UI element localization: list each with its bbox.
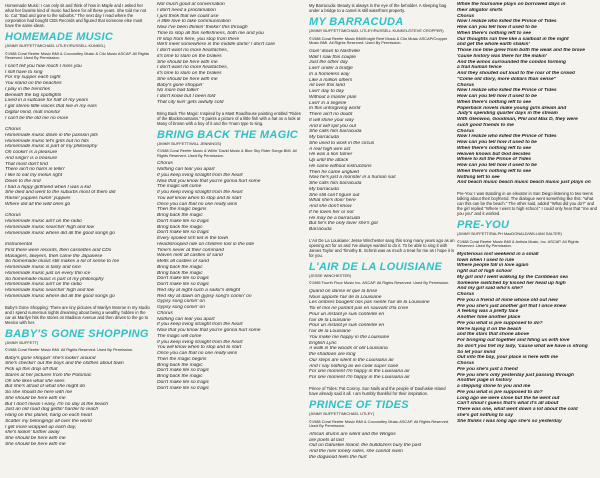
song-title-prince-of-tides: PRINCE OF TIDES	[309, 398, 409, 411]
lyric-line: Now he's just a monster in a human suit	[309, 175, 396, 181]
lyric-line: Judy's spending quarter days in the stream	[457, 111, 558, 117]
lyric-line: I had a hippy girlfriend when I was a kid	[5, 184, 91, 190]
lyric-line: Homemade music just on every thin ice	[5, 270, 91, 276]
lyric-line: I get more wrapped up each day,	[5, 424, 77, 430]
lyric-line: Nothing left to see	[457, 174, 500, 180]
lyric-line: Pre you a friend of mine whose old out new	[457, 297, 558, 303]
song-credit: (JIMMY BUFFETT)	[5, 339, 39, 345]
song-title-lair-de-la-louisiane: L'AIR DE LA LOUISIANE	[309, 260, 443, 273]
lyric-line: Down to the rind	[5, 178, 41, 184]
lyric-line: I don't need a proclamation	[157, 7, 216, 13]
lyric-line: Time to stop all this selfishness, both me and you	[157, 30, 264, 36]
lyric-line: Les ombres bougent nos pas siente l'air de la Louisiane	[309, 300, 430, 306]
song-publishing: ©1985 Fourth Floor Music Inc. ASCAP. All Rights Reserved. Used By Permission.	[309, 280, 450, 286]
lyric-line: Homemade music where did all the good songs go	[5, 230, 115, 236]
song-credit: (JIMMY BUFFETT/WILL JENNINGS)	[157, 140, 221, 146]
lyric-line: Toi et moi ne parlant pas en sauvant d'la crise	[309, 306, 409, 312]
lyric-line: "Come old story, more dollars than sense"	[457, 76, 557, 82]
lyrics-prince-of-tides	[309, 432, 455, 461]
lyric-line: Instrumental	[5, 242, 32, 248]
lyric-line: When there's nothing left to see	[457, 145, 531, 151]
lyric-line: Beneath the big spotlights	[5, 92, 62, 98]
lyric-line: Now that you know that you're gonna hurt some	[157, 178, 261, 184]
lyric-line: Livin' day to day	[309, 89, 344, 95]
lyric-line: When there's nothing left to see	[457, 99, 531, 105]
song-title-babys-gone-shopping: BABY'S GONE SHOPPING	[5, 327, 149, 340]
lyric-line: I like to eat my melon right	[5, 173, 63, 179]
lyric-line: She should be here with me	[157, 76, 218, 82]
song-publishing: ©1988 Coral Reefer Music BMI & Coconutley Music & Cilo Music ASCAP. All Rights Reserved. Used By Permission.	[5, 50, 149, 61]
song-credit: (JESSE WINCHESTER)	[309, 272, 352, 278]
lyric-line: There was one, what went down a lot about the cold	[457, 407, 578, 413]
lyric-line: Homemade music is part of my philosophy	[5, 144, 98, 150]
lyric-line: A little love to take communication	[157, 19, 231, 25]
lyrics-lair-de-la-louisiane	[309, 289, 455, 381]
lyric-line: Now that you know that you're gonna hurt some	[157, 328, 261, 334]
lyric-line: A feeling was a pretty face	[457, 309, 519, 315]
lyric-line: Bring back the magic	[157, 224, 203, 230]
lyric-line: Managers, lawyers, then came the Japanese	[5, 253, 103, 259]
song-credit: (JIMMY BUFFETT/MICHAEL UTLEY/RUSSELL KUNKEL/STEVE CROPPER)	[309, 28, 444, 33]
lyric-line: Not much good at conversation	[157, 2, 225, 7]
lyric-line: Hang on this planet, hang on each heart	[5, 413, 93, 419]
lyric-line: Someone switched by kissed her head up high	[457, 280, 566, 286]
lyric-line: And it will spit you out	[309, 123, 357, 129]
lyric-line: She used to work in the circus	[309, 140, 375, 146]
lyric-line: Now I realize who killed the Prince of Tides	[457, 134, 557, 140]
lyric-line: She calls him barracuda	[309, 129, 362, 135]
song-publishing: ©1988 Coral Reefer Music & Willin' David Music & Blue Sky Rider Songs BMI. All Rights Reserved. Used By Permission.	[157, 148, 297, 158]
lyrics-prince-of-tides-cont	[457, 2, 597, 186]
lyric-line: Bring back the magic	[157, 270, 203, 276]
lyric-line: Heaven knows but God decides	[457, 151, 531, 157]
lyric-line: Our thoughts run free like a sailboat in the night	[457, 36, 569, 42]
lyrics-column-4	[457, 2, 597, 474]
song-note-lair-de-la-louisiane: L'Air De La Louisiane: Jesse Winchester sang this song many years ago as an opening act for us and I've always wanted to do it. To be able to sing it with James Taylor and Timothy B. Schmit was as much a treat for me as I hope it is for you.	[309, 237, 455, 258]
lyric-line: With Glenwoo, Goodman, Phil and Max D, they were	[457, 117, 578, 122]
lyric-line: He may be a barracuda	[309, 215, 361, 221]
lyric-line: For my supper each night	[5, 75, 61, 81]
lyric-line: Where to kill the Prince of Tides	[457, 157, 532, 163]
lyric-line: And the winos surrounded the condos forming	[457, 59, 566, 65]
song-title-homemade-music: HOMEMADE MUSIC	[5, 31, 114, 43]
lyric-line: In a homeless way	[309, 71, 350, 77]
lyric-line: She's checkin' out the boys and the clothes about town	[5, 361, 124, 367]
lyric-line: So homemade music still makes a lot of sense to me	[5, 259, 120, 265]
song-note-homemade-music: Homemade Music: I can only sit and think of how in Maple and I asked her what her favorite kind of music had been for all these years. She told me not to. Cut "Bad and gone to the suburbs." The next day I read where the corporation had bought CBS Records and figured that someone else must have the same ideas.	[5, 3, 147, 28]
lyric-line: And my girl said who's she?	[457, 286, 523, 292]
lyric-line: Without a master plan	[309, 94, 357, 100]
lyric-line: What she's doin' here	[309, 198, 356, 204]
lyric-line: Chorus	[157, 310, 173, 316]
lyric-line: All over this land	[309, 83, 345, 89]
lyric-line: I still have to sing	[5, 69, 43, 75]
lyric-line: Chorus	[157, 161, 173, 167]
lyric-line: She should be here with me	[157, 59, 218, 65]
lyric-line: If you keep living straight from the heart	[157, 339, 243, 345]
lyric-line: Headstrooped ride on children lost in the tide	[157, 241, 255, 247]
lyric-line: Don't make life so tragic	[157, 276, 210, 282]
lyric-line: I got stereo little voices that live in my ears	[5, 104, 97, 110]
lyric-line: Once you can that no one really wins	[157, 201, 238, 207]
lyric-line: Digital mind, mult monitor	[5, 109, 61, 115]
lyric-line: African drums are silent and the Wingos	[309, 431, 396, 437]
lyric-line: the dogwood feels the hurt	[309, 454, 367, 460]
lyrics-babys-gone-shopping-cont	[157, 2, 303, 106]
song-title-pre-you: PRE-YOU	[457, 219, 510, 231]
lyrics-column-3	[309, 2, 455, 474]
lyric-line: And the river lonely sides, she cannot swim	[309, 449, 403, 454]
lyric-line: In this unforgiving world	[309, 106, 361, 112]
lyric-line: Out on Dafuskie Island, the bulldozers bury the past	[309, 443, 422, 449]
lyric-line: Another time another place	[457, 315, 521, 321]
lyric-line: And singin' is a treasure	[5, 155, 58, 161]
lyric-line: Pick up this drop off that	[5, 367, 58, 373]
lyric-line: First there were records, then cassettes and CDs	[5, 247, 112, 253]
lyric-line: She calls him barracuda	[309, 181, 362, 187]
lyric-line: Chorus	[5, 127, 21, 133]
lyric-line: I don't know but I been told	[157, 94, 216, 99]
lyric-line: Homemade music where did all the good songs go	[5, 293, 115, 299]
lyric-line: Waves melt all castles of sand	[157, 253, 223, 259]
lyric-line: Gypsy song comin' on	[157, 299, 205, 305]
lyric-line: I'll stop from here, you stop from there	[157, 36, 240, 42]
song-credit: (JIMMY BUFFETT/RALPH MacDONALD/WILLIAM SALTER)	[457, 231, 562, 236]
lyric-line: Nothing can tear you apart	[157, 316, 215, 322]
lyric-line: Don't make life so tragic	[157, 230, 210, 236]
lyric-line: No more bad talkin'	[157, 88, 199, 94]
lyric-line: Pour un instant je suis contente en	[309, 311, 385, 317]
lyric-line: How can you tell how it used to be	[457, 94, 537, 99]
lyric-line: We're laying it on the beach	[457, 326, 522, 332]
lyric-line: My girl and I went walking by the Caribbean sea	[457, 274, 568, 280]
lyric-line: Can't shout I guess that's what it's all about	[457, 401, 559, 407]
lyric-line: it's time to slam on the brakes	[157, 53, 222, 59]
lyric-line: the shadows are long	[309, 352, 356, 358]
lyric-line: How can you tell how it used to be	[457, 163, 537, 168]
song-credit: (JIMMY BUFFETT/MICHAEL UTLEY)	[309, 410, 375, 416]
lyric-line: 'cause history was there for the makin'	[457, 53, 547, 59]
lyric-line: Homemade music ain't on the radio	[5, 219, 82, 225]
lyric-line: If he loves her or not	[309, 209, 354, 215]
lyric-line: Time's never at their command	[157, 247, 224, 253]
lyric-line: Those rice time grew from both the weak and the brave	[457, 48, 586, 53]
lyric-line: it's time to slam on the brakes	[157, 71, 222, 76]
lyric-line: Red sky at night such a sailor's delight	[157, 287, 241, 293]
lyric-line: Don't make life so tragic	[157, 385, 210, 391]
lyric-line: If you keep living straight from the heart	[157, 172, 243, 178]
lyric-line: right out of high school	[457, 269, 512, 275]
lyric-line: She died and went to the suburbs most of them did	[5, 190, 116, 196]
lyric-line: But he's the only lover she's got	[309, 221, 378, 227]
lyric-line: You make me happy in the Louisiane	[309, 334, 390, 340]
lyrics-column-1	[5, 2, 151, 474]
lyric-line: You will know when to stop and to start	[157, 195, 242, 201]
lyric-line: Now I realize who killed the Prince of Tides	[457, 19, 557, 25]
lyric-line: So homemade music is part of my philosophy	[5, 276, 104, 282]
lyric-line: Homemade music down in the passion pits	[5, 132, 98, 138]
lyric-line: Homemade music ain't on the radio	[5, 282, 82, 288]
lyric-line: l'air de la Louisiane	[309, 317, 351, 323]
lyric-line: But I don't mean I easy, I'm no day at the beach	[5, 401, 108, 407]
lyric-line: Paperback novels make young girls dream and	[457, 105, 567, 111]
lyric-line: She thinks I was long ago she's so yesterday	[457, 418, 562, 424]
lyric-line: She still can't figure out	[309, 192, 360, 198]
lyric-line: Bring back the magic	[157, 264, 203, 270]
lyric-line: Nothing can tear you apart	[157, 167, 215, 173]
lyric-line: Pre you what is pre supposed to do?	[457, 389, 543, 395]
lyric-line: I play in the trenches	[5, 86, 51, 92]
lyric-line: Baby's gone shoppin'	[157, 82, 204, 88]
song-title-my-barracuda: MY BARRACUDA	[309, 16, 404, 28]
lyrics-my-barracuda	[309, 49, 455, 233]
lyric-line: Another page in history	[457, 378, 512, 384]
lyric-line: Long ago we were close but the tie went out	[457, 395, 560, 401]
lyric-line: Oh she likes what she sees	[5, 378, 65, 384]
song-note-pre-you: Pre-You: I was standing in an elevator in San Diego listening to two teens talking about their boyfriend. The dialogue went something like this: "what can this can be the beach." The other said, added "What did you do?" and the girl replied "Where I went to high school." I could only hear that "me and you you" and it worked.	[457, 191, 597, 216]
lyric-line: Just the other day	[309, 60, 348, 66]
lyric-line: Pre you what is pre supposed to do?	[457, 320, 543, 326]
lyric-line: their alligator shirts	[457, 7, 503, 13]
lyric-line: We'll meet somewhere in the middle darlin' I don't care	[157, 42, 275, 48]
lyric-line: But she's afraid of what she might do	[5, 384, 86, 390]
lyric-line: Then the magic begins	[157, 356, 207, 362]
song-publishing: ©1988 Coral Reefer Music BMI. All Rights Reserved. Used By Permission.	[5, 347, 134, 353]
lyric-line: When there's nothing left to see	[457, 168, 531, 174]
lyric-line: The magic will come	[157, 184, 202, 190]
lyrics-homemade-music	[5, 64, 151, 300]
lyric-line: Gypsy song comin' on	[157, 305, 205, 311]
lyric-line: Don't make life so tragic	[157, 379, 210, 385]
lyric-line: Chorus	[457, 82, 475, 88]
song-publishing: ©1988 Coral Reefer Music BMI/Knight Reef Music & Cilo Music ASCAP/Cropper Music BMI. All Rights Reserved. Used By Permission.	[309, 35, 448, 46]
lyric-line: Every spoiled rich kid in the town	[157, 236, 229, 242]
lyric-line: she's lookin' further away	[5, 430, 60, 436]
lyric-line: So don't you fret my lady, 'cause what we have is strong	[457, 343, 588, 349]
lyric-line: Oh cookin' is a pleasure	[5, 150, 58, 156]
lyrics-column-2	[157, 2, 303, 474]
lyric-line: My barracuda	[309, 135, 339, 141]
lyric-line: Chorus	[5, 213, 21, 219]
lyric-line: Baby's gone shoppin' she's lookin' around	[5, 355, 96, 361]
lyric-line: Pour un instant je suis contente en	[309, 323, 385, 329]
song-credit: (JIMMY BUFFETT/MICHAEL UTLEY/RUSSELL KUNKEL)	[5, 43, 106, 48]
lyric-line: She should be here with me	[5, 436, 66, 442]
lyric-line: There ain't no doubt	[309, 112, 353, 118]
lyric-line: I don't want no more heartaches,	[157, 65, 229, 71]
lyric-line: Like a million others	[309, 77, 353, 83]
lyric-line: Homemade music searchin' high and low	[5, 224, 95, 230]
lyric-line: Now I've been thinkin' thinkin' this through	[157, 25, 248, 30]
lyric-line: Melts all castles of sand	[157, 259, 209, 265]
lyric-line: A real high wire act	[309, 146, 351, 152]
lyric-line: Homemade music is tasty and nice	[5, 265, 81, 271]
lyric-line: He was a lion tamer	[309, 152, 353, 158]
lyric-line: How can you tell how it used to be	[457, 140, 537, 145]
lyric-line: Don't make life so tragic	[157, 368, 210, 374]
lyric-line: Wall I saw this couple	[309, 54, 356, 60]
song-publishing: ©1988 Coral Reefer Music BMI & Coconutley Music ASCAP. All Rights Reserved. Used By Permission.	[309, 418, 450, 429]
lyric-line: If you keep living straight from the heart	[157, 190, 243, 196]
lyric-line: are poets at last	[309, 437, 344, 443]
lyric-line: I don't want no more heartaches,	[157, 48, 229, 53]
lyric-line: Nous apporte l'air de la Louisiane	[309, 294, 382, 300]
lyric-line: Mysterious lost weekend in a small	[457, 251, 539, 257]
lyric-line: Chorus	[457, 361, 475, 367]
lyric-line: Bring back the magic	[157, 362, 203, 368]
lyric-line: a stepping stone to you and me	[457, 384, 531, 390]
lyric-line: If you keep living straight from the heart	[157, 322, 243, 328]
lyric-line: And beach music beach music beach music just plays on	[457, 180, 591, 186]
lyric-line: How can you tell how it used to be	[457, 25, 537, 30]
lyric-line: Then the magic begins	[157, 207, 207, 213]
lyric-line: Raisin' yuppies hurtin' yuppies	[5, 196, 71, 202]
lyric-line: And she don't know	[309, 204, 352, 210]
lyric-line: Chorus	[457, 13, 475, 19]
lyric-line: Lived in a suitcase for half of my years	[5, 98, 89, 104]
lyric-line: Now I realize who killed the Prince of Tides	[457, 88, 557, 94]
lyric-line: For one moment I'm happy in the Louisiana air	[309, 369, 410, 375]
lyric-line: She should be here with me	[5, 441, 66, 447]
lyric-line: Scatter my belongings all over the world	[5, 418, 92, 424]
lyric-line: a trail human fence	[457, 65, 502, 71]
song-publishing: ©1988 Coral Reefer Music BMI & Antisia Music, Inc. ASCAP. All Rights Reserved. Used By Permission.	[457, 238, 579, 249]
lyric-line: such good friends to me	[457, 122, 514, 128]
lyric-line: It will shine your way	[309, 117, 354, 123]
lyric-line: I can't tell you how much I miss you	[5, 63, 82, 69]
song-title-bring-back-the-magic: BRING BACK THE MAGIC	[157, 128, 299, 141]
lyric-line: Pre you she's just a friend	[457, 366, 518, 372]
lyric-line: She should be here with me	[5, 395, 66, 401]
lyric-line: And they shouted out loud to the roar of the crowd	[457, 71, 575, 76]
lyric-line: Goin' down to Nashville	[309, 48, 360, 54]
lyric-line: Stares at her pictures from the Potomac	[5, 372, 92, 378]
lyric-line: Once you can that no one really wins	[157, 351, 238, 357]
lyric-line: Barracuda	[309, 227, 332, 233]
song-note-babys-gone-shopping: Baby's Gone Shopping: There are tiny pictures of Marilyn Monroe in my studio and I spend numerous nights dreaming about being a wealthy, hidden in the car as Marilyn hits the stores on Madison Avenue and then drives to the go to Mexico with her.	[5, 304, 150, 325]
lyric-line: and the stars that shone above	[457, 332, 530, 338]
lyric-line: Red sky at dawn oh gypsy song's comin' on	[157, 293, 252, 299]
lyric-line: Our steps are silent in the Louisiana air	[309, 357, 394, 363]
lyric-line: I can't be the old me no more	[5, 115, 69, 121]
lyric-line: Don't make life so tragic	[157, 218, 210, 224]
lyric-line: Where did all the wild ones go	[5, 201, 71, 207]
song-note-prince-of-tides: Prince of Tides: Pat Conroy. Sun Nails and the people of Daufuskie Island have already said it all. I am humbly thankful for their inspiration.	[309, 385, 446, 396]
lyric-line: That most don't find	[5, 161, 48, 167]
lyric-line: Livin' in a lingerie	[309, 100, 347, 106]
lyric-line: she's got nothing to say	[457, 412, 514, 418]
lyric-line: Then he came unglued	[309, 169, 360, 175]
lyric-line: I just think that we could use	[157, 13, 219, 19]
lyric-line: Don't make life so tragic	[157, 282, 210, 288]
lyric-line: Quand on danse et que la brise	[309, 288, 378, 294]
lyric-line: Livin' under a bridge	[309, 66, 353, 72]
lyric-line: Homemade music let's grits but no hits	[5, 138, 89, 144]
song-note-bring-back-the-magic: Bring Back The Magic: Inspired by a Mast Roadhouse painting entitled "Rides of the Blackmountains." It paints a picture of a little fish with a hat on a look at Many of brown with a boy of it and the Ynam type to sing.	[157, 110, 301, 126]
lyric-line: Bring back the magic	[157, 374, 203, 380]
lyric-line: Chorus	[457, 292, 475, 298]
lyric-line: You stand on the beaches	[5, 81, 62, 87]
lyric-line: l'air de la Louisiane	[309, 329, 351, 335]
lyric-line: He came without instructions	[309, 163, 372, 169]
lyric-line: Bring back the magic	[157, 213, 203, 219]
lyric-line: And I say nothing as we cook super cane	[309, 363, 399, 369]
lyric-line: For bringing out together and filling us with love	[457, 338, 570, 344]
lyric-line: For one moment I'm happy in the Louisiana air	[309, 375, 410, 381]
lyric-line: town when I used to rule	[457, 257, 515, 263]
lyric-line: My barracuda	[309, 186, 339, 192]
lyric-line: When there's nothing left to see	[457, 30, 531, 36]
lyric-line: That city livin' gets awfully cold	[157, 99, 224, 105]
lyric-line: and get the whole earth shakin'	[457, 42, 530, 48]
lyric-line: Out into the bay, your place is here with me	[457, 355, 558, 361]
lyric-line: Pre you she's just another girl that I once knew	[457, 303, 567, 309]
lyric-line: The magic will come	[157, 333, 202, 339]
lyric-line: English Lyric	[309, 340, 337, 346]
lyric-line: Up until the attack	[309, 158, 349, 164]
lyric-line: So she should be here with me	[5, 390, 73, 396]
lyric-line: Chorus	[457, 128, 475, 134]
lyrics-bring-back-the-magic	[157, 161, 303, 391]
lyric-line: Homemade music searchin' high and low	[5, 288, 95, 294]
song-note-my-barracuda: My Barracuda: Beauty is always in the eye of the beholder. A sleeping bag under a bridge to a camel is still waterfront property.	[309, 3, 447, 13]
lyric-line: Where people fall in love again	[457, 263, 529, 269]
lyrics-pre-you	[457, 252, 597, 425]
lyric-line: Pre you she's only yesterday just passing through	[457, 372, 574, 378]
lyric-line: While the foursome plays on borrowed days in	[457, 2, 566, 7]
lyric-line: A walk in the woods of old Louisiana	[309, 346, 388, 352]
lyric-line: You will know when to stop and to start	[157, 345, 242, 351]
lyric-line: There ain't no harm in tellin'	[5, 167, 65, 173]
lyric-line: So let your mind	[457, 349, 496, 355]
lyrics-babys-gone-shopping	[5, 356, 151, 448]
lyric-line: Just an old road dog gettin' harder to reach	[5, 407, 99, 413]
